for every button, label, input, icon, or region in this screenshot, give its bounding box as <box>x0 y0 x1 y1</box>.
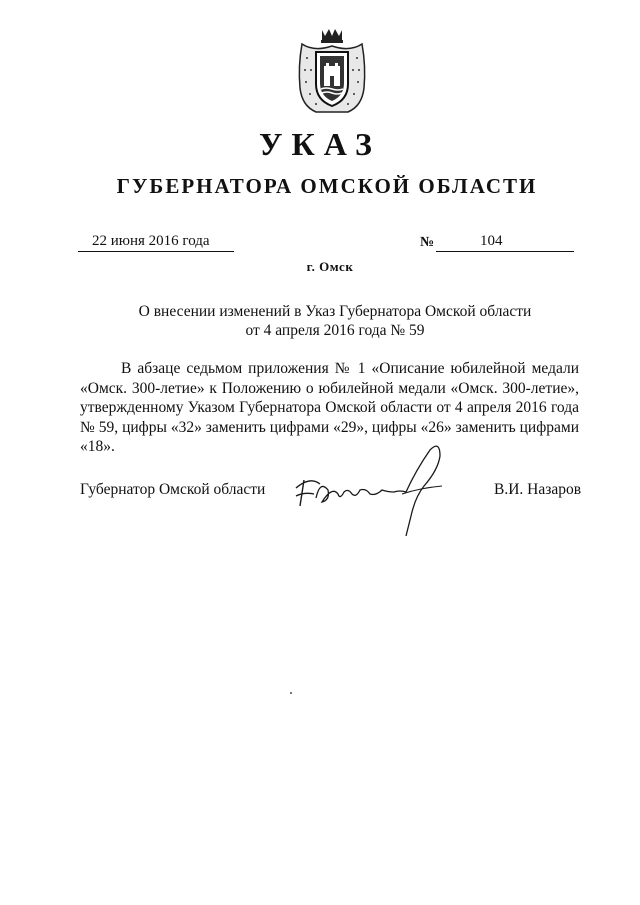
coat-of-arms-icon <box>292 26 372 116</box>
signatory-position: Губернатор Омской области <box>80 481 266 498</box>
scan-speck <box>290 692 292 694</box>
city-line: г. Омск <box>306 259 354 274</box>
document-date: 22 июня 2016 года <box>78 232 234 252</box>
handwritten-signature-icon <box>290 440 470 540</box>
document-number: 104 <box>436 232 574 252</box>
body-paragraph: В абзаце седьмом приложения № 1 «Описание юбилейной медали «Омск. 300-летие» к Положению о юбилейной медали «Омск. 300-летие», утвержденному Указом Губернатора Омской области от 4 апреля 2016 года № 59, цифры «32» заменить цифрами «29», цифры «26» заменить цифрами «18». <box>80 360 579 455</box>
number-label: № <box>420 235 435 250</box>
document-heading <box>100 302 570 340</box>
heading-line-1: О внесении изменений в Указ Губернатора Омской области <box>138 303 532 320</box>
document-title: УКАЗ <box>259 126 381 162</box>
heading-line-2: от 4 апреля 2016 года № 59 <box>245 322 425 339</box>
signatory-name: В.И. Назаров <box>494 481 582 498</box>
document-subtitle: ГУБЕРНАТОРА ОМСКОЙ ОБЛАСТИ <box>116 174 538 198</box>
